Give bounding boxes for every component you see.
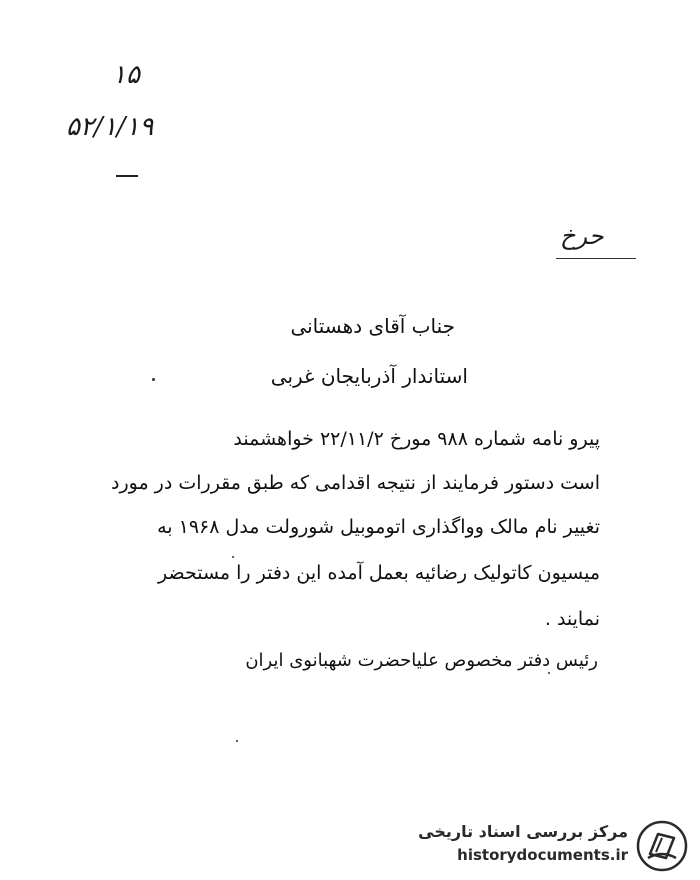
scan-speck (152, 378, 155, 381)
watermark-title: مرکز بررسی اسناد تاریخی (418, 822, 628, 841)
scan-speck (232, 556, 234, 558)
salutation-title: استاندار آذربایجان غربی (270, 364, 468, 388)
salutation-name: جناب آقای دهستانی (290, 314, 455, 338)
body-line-1: پیرو نامه شماره ۹۸۸ مورخ ۲۲/۱۱/۲ خواهشمند (233, 428, 600, 450)
signature-closing: رئیس دفتر مخصوص علیاحضرت شهبانوی ایران (245, 650, 598, 671)
body-line-2: است دستور فرمایند از نتیجه اقدامی که طبق مقررات در مورد (111, 472, 600, 494)
archive-logo-icon (636, 820, 688, 872)
handwritten-date: ۵۲/۱/۱۹ (66, 112, 154, 142)
handwritten-initials: حرخ (560, 222, 604, 250)
body-line-4: میسیون کاتولیک رضائیه بعمل آمده این دفتر را مستحضر (158, 562, 600, 584)
body-line-3: تغییر نام مالک وواگذاری اتوموبیل شورولت مدل ۱۹۶۸ به (157, 516, 600, 538)
watermark-url: historydocuments.ir (457, 846, 628, 864)
body-line-5: نمایند . (544, 608, 600, 630)
handwritten-number: ۱۵ (112, 60, 140, 90)
scan-speck (548, 672, 550, 674)
handwritten-dash (116, 175, 138, 177)
scan-speck (236, 740, 238, 742)
initials-underline (556, 258, 636, 259)
archive-watermark (412, 820, 692, 874)
